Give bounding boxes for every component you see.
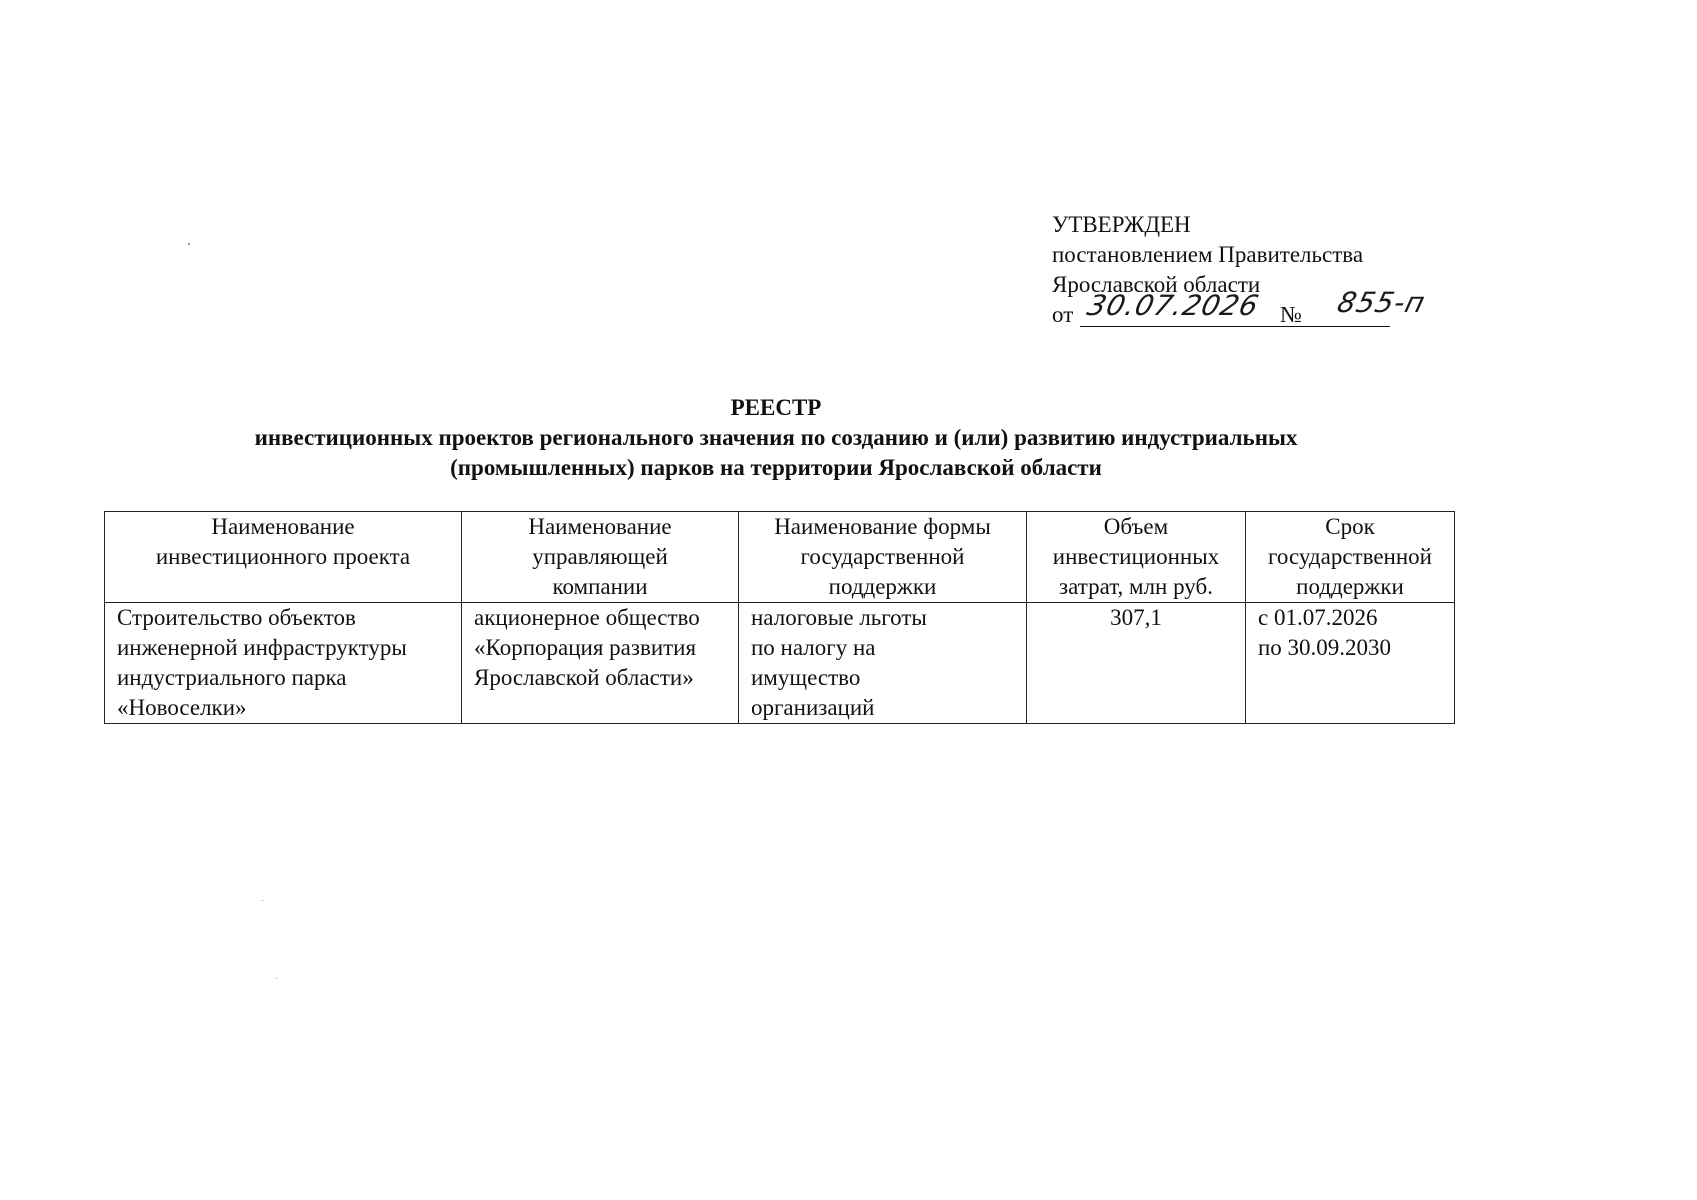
approval-line-2: Ярославской области xyxy=(1052,272,1261,297)
header-management-company: Наименование управляющей компании xyxy=(462,512,739,603)
approval-line-1: постановлением Правительства xyxy=(1052,242,1364,267)
header-support-form: Наименование формы государственной поддержки xyxy=(739,512,1027,603)
number-blank-line xyxy=(1310,326,1390,327)
cell-investment-volume: 307,1 xyxy=(1027,603,1246,724)
cell-project-name: Строительство объектов инженерной инфраструктуры индустриального парка «Новоселки» xyxy=(105,603,462,724)
table-header-row xyxy=(105,512,1455,603)
scan-speck xyxy=(188,243,190,245)
registry-table xyxy=(104,511,1455,724)
approval-date-number-row xyxy=(1052,286,1430,330)
scan-speck xyxy=(262,900,263,901)
handwritten-date: 30.07.2026 xyxy=(1084,289,1263,322)
cell-support-period: с 01.07.2026 по 30.09.2030 xyxy=(1246,603,1455,724)
approval-title: УТВЕРЖДЕН xyxy=(1052,212,1191,237)
heading-title: РЕЕСТР xyxy=(730,395,822,420)
heading-subtitle-line-2: (промышленных) парков на территории Ярославской области xyxy=(450,455,1102,480)
header-project-name: Наименование инвестиционного проекта xyxy=(105,512,462,603)
approval-block xyxy=(1052,210,1430,330)
heading-subtitle-line-1: инвестиционных проектов регионального значения по созданию и (или) развитию индустриальных xyxy=(254,425,1298,450)
document-heading xyxy=(0,393,1552,483)
cell-management-company: акционерное общество «Корпорация развития Ярославской области» xyxy=(462,603,739,724)
table-row xyxy=(105,603,1455,724)
number-label: № xyxy=(1280,302,1302,327)
from-label: от xyxy=(1052,302,1074,327)
cell-support-form: налоговые льготы по налогу на имущество организаций xyxy=(739,603,1027,724)
header-investment-volume: Объем инвестиционных затрат, млн руб. xyxy=(1027,512,1246,603)
header-support-period: Срок государственной поддержки xyxy=(1246,512,1455,603)
handwritten-number: 855-п xyxy=(1334,286,1430,319)
scan-speck xyxy=(276,978,277,979)
